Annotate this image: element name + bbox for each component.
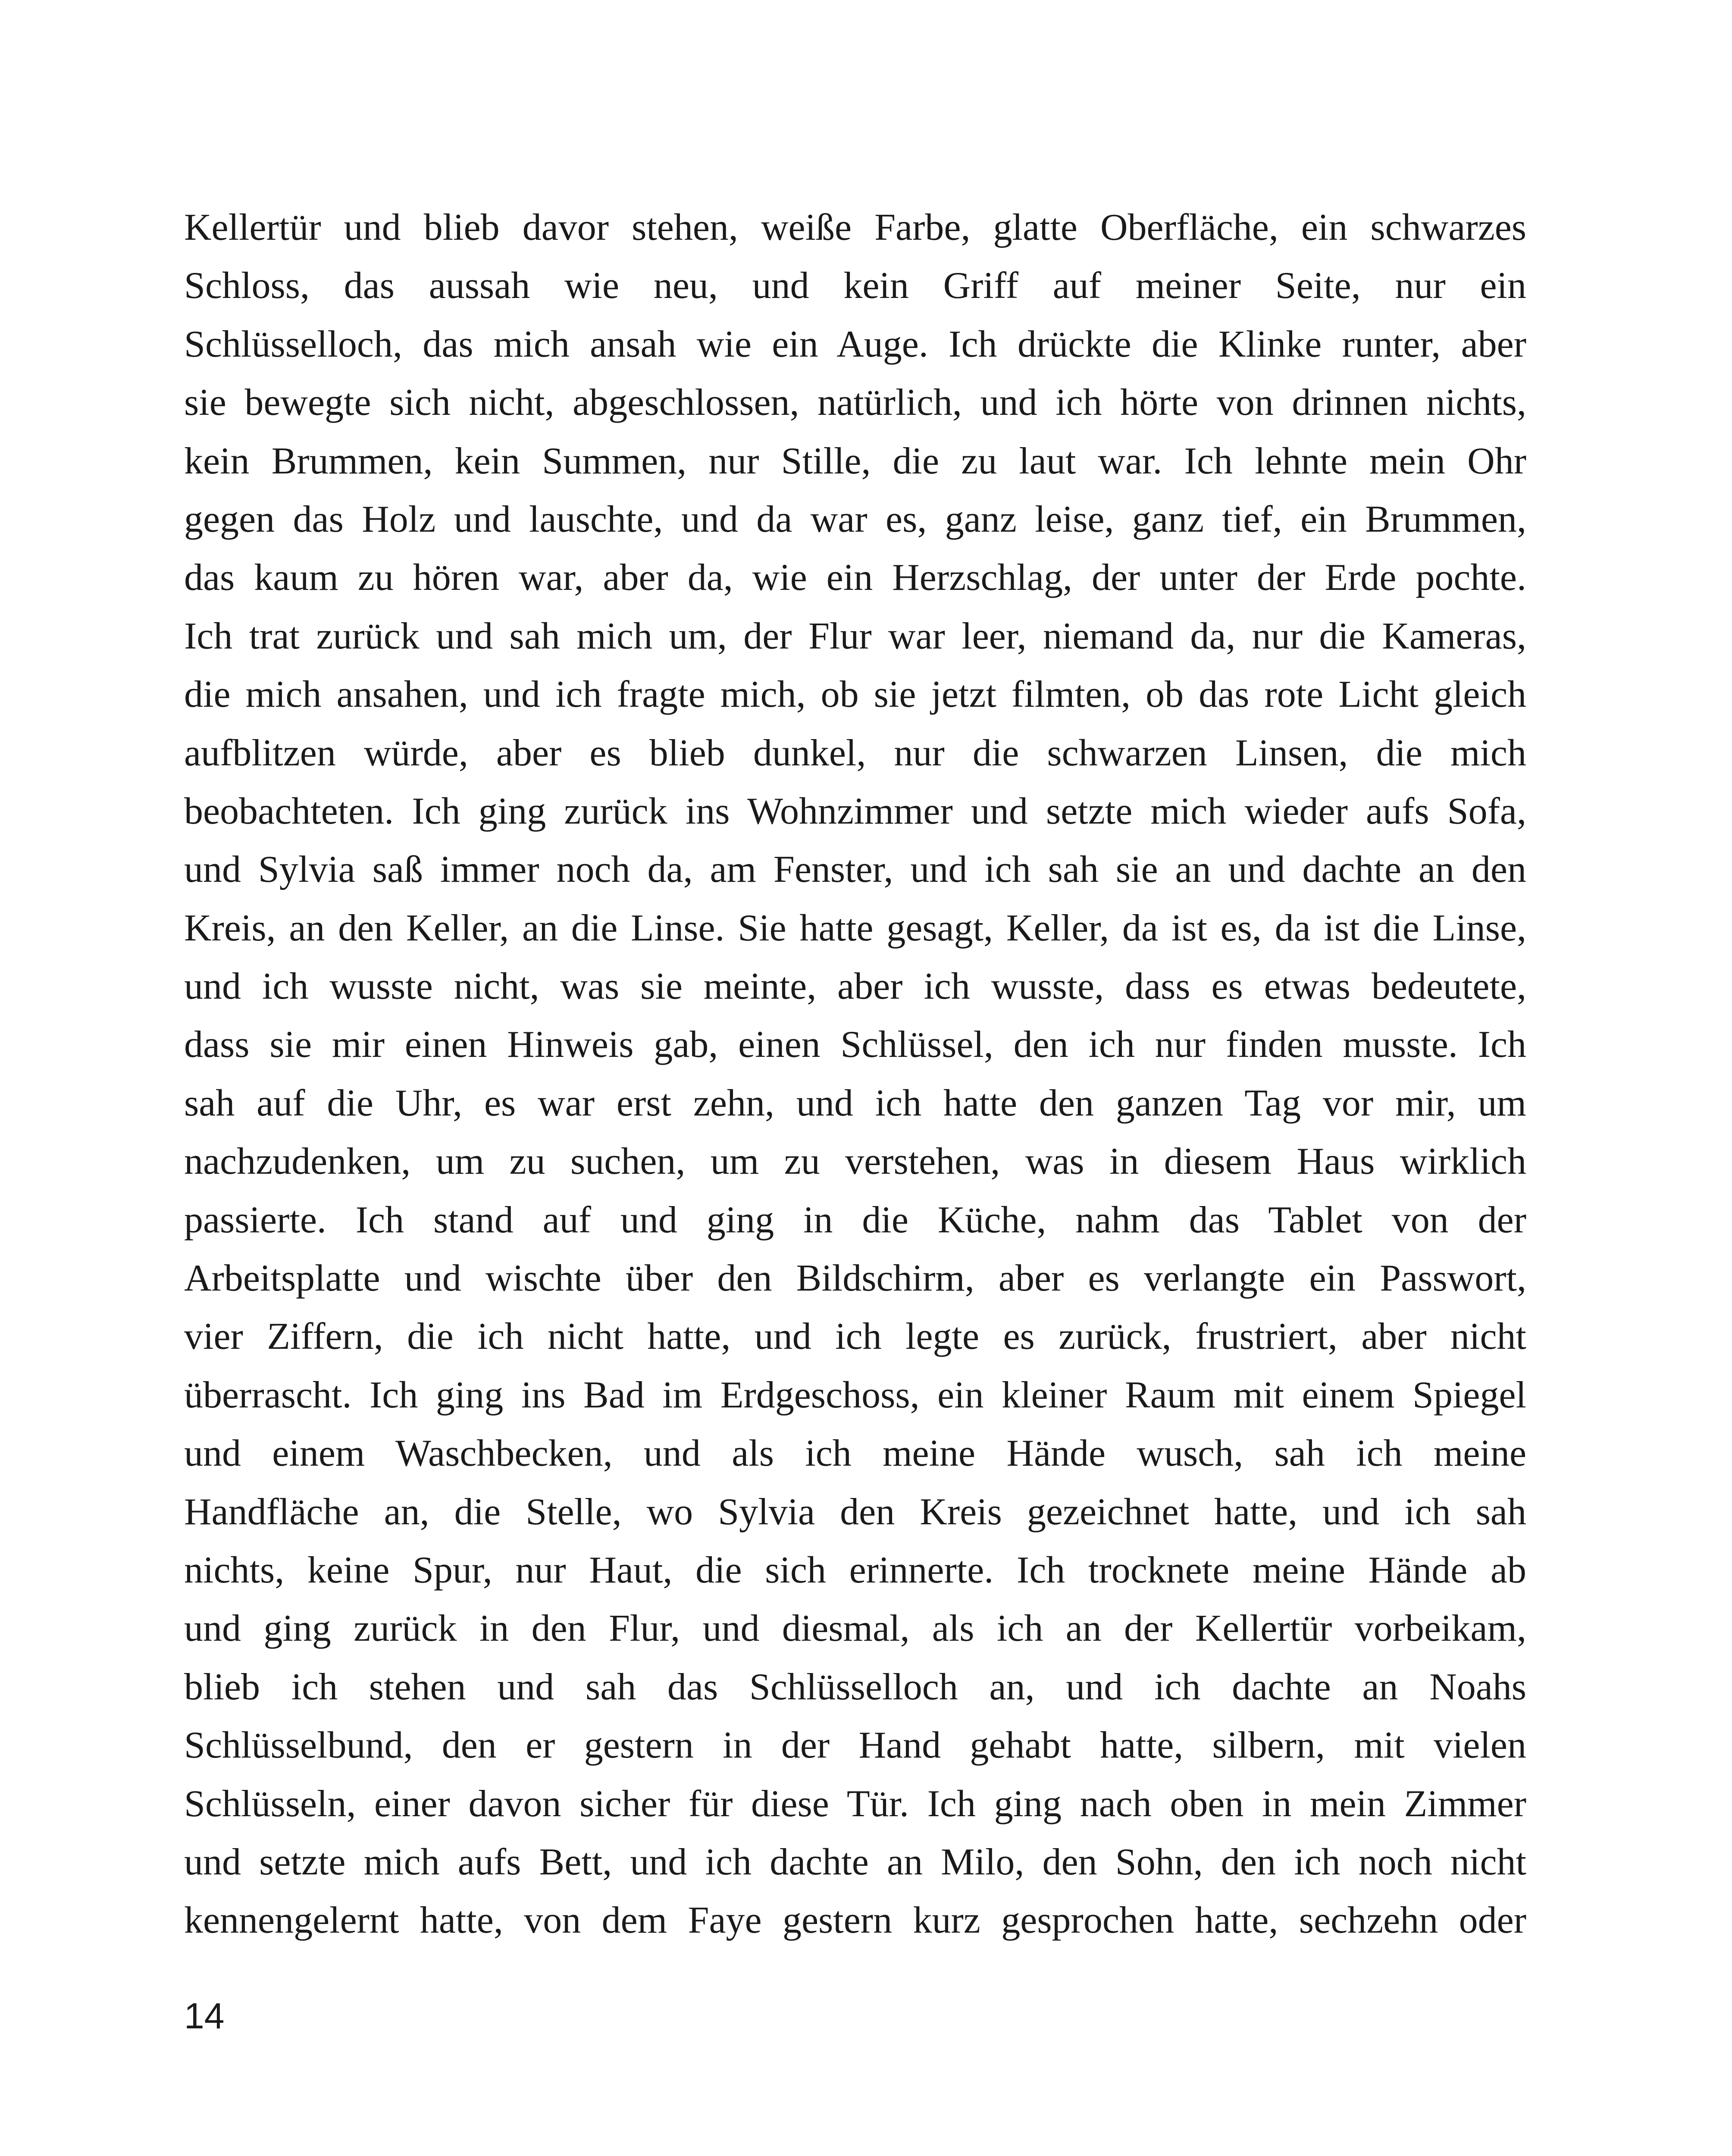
text-line: und setzte mich aufs Bett, und ich dachte an Milo, den Sohn, den ich noch nicht — [184, 1841, 1526, 1883]
text-line: Schloss, das aussah wie neu, und kein Griff auf meiner Seite, nur ein — [184, 265, 1526, 307]
text-line: gegen das Holz und lauschte, und da war es, ganz leise, ganz tief, ein Brummen, — [184, 498, 1526, 540]
text-line: und ich wusste nicht, was sie meinte, aber ich wusste, dass es etwas bedeutete, — [184, 965, 1526, 1008]
text-line: nichts, keine Spur, nur Haut, die sich erinnerte. Ich trocknete meine Hände ab — [184, 1549, 1526, 1591]
text-line: das kaum zu hören war, aber da, wie ein Herzschlag, der unter der Erde pochte. — [184, 557, 1526, 599]
text-line: und ging zurück in den Flur, und diesmal, als ich an der Kellertür vorbeikam, — [184, 1608, 1526, 1650]
text-line: Schlüsselbund, den er gestern in der Hand gehabt hatte, silbern, mit vielen — [184, 1724, 1526, 1767]
text-line: kein Brummen, kein Summen, nur Stille, die zu laut war. Ich lehnte mein Ohr — [184, 440, 1526, 482]
text-line: sie bewegte sich nicht, abgeschlossen, natürlich, und ich hörte von drinnen nichts, — [184, 382, 1526, 424]
text-line: und einem Waschbecken, und als ich meine Hände wusch, sah ich meine — [184, 1432, 1526, 1475]
page-number: 14 — [184, 1996, 225, 2036]
text-line: blieb ich stehen und sah das Schlüsselloch an, und ich dachte an Noahs — [184, 1666, 1526, 1708]
text-line: aufblitzen würde, aber es blieb dunkel, nur die schwarzen Linsen, die mich — [184, 732, 1526, 774]
text-line: die mich ansahen, und ich fragte mich, ob sie jetzt filmten, ob das rote Licht gleich — [184, 674, 1526, 716]
body-text — [184, 198, 1526, 1950]
text-line: sah auf die Uhr, es war erst zehn, und ich hatte den ganzen Tag vor mir, um — [184, 1082, 1526, 1124]
text-line: nachzudenken, um zu suchen, um zu verstehen, was in diesem Haus wirklich — [184, 1141, 1526, 1183]
text-line: Kellertür und blieb davor stehen, weiße Farbe, glatte Oberfläche, ein schwarzes — [184, 207, 1526, 248]
text-line: kennengelernt hatte, von dem Faye gestern kurz gesprochen hatte, sechzehn oder — [184, 1899, 1526, 1942]
text-line: Arbeitsplatte und wischte über den Bildschirm, aber es verlangte ein Passwort, — [184, 1257, 1526, 1300]
text-line: beobachteten. Ich ging zurück ins Wohnzimmer und setzte mich wieder aufs Sofa, — [184, 790, 1526, 832]
text-line: vier Ziffern, die ich nicht hatte, und ich legte es zurück, frustriert, aber nicht — [184, 1316, 1526, 1358]
text-line: und Sylvia saß immer noch da, am Fenster, und ich sah sie an und dachte an den — [184, 849, 1526, 891]
text-line: Schlüsseln, einer davon sicher für diese Tür. Ich ging nach oben in mein Zimmer — [184, 1783, 1526, 1825]
text-line: Kreis, an den Keller, an die Linse. Sie hatte gesagt, Keller, da ist es, da ist die Linse, — [184, 907, 1526, 949]
text-line: passierte. Ich stand auf und ging in die Küche, nahm das Tablet von der — [184, 1199, 1526, 1241]
text-line: überrascht. Ich ging ins Bad im Erdgeschoss, ein kleiner Raum mit einem Spiegel — [184, 1374, 1526, 1416]
text-line: Schlüsselloch, das mich ansah wie ein Auge. Ich drückte die Klinke runter, aber — [184, 323, 1526, 365]
text-line: Handfläche an, die Stelle, wo Sylvia den Kreis gezeichnet hatte, und ich sah — [184, 1491, 1526, 1533]
text-line: dass sie mir einen Hinweis gab, einen Schlüssel, den ich nur finden musste. Ich — [184, 1024, 1526, 1066]
text-line: Ich trat zurück und sah mich um, der Flur war leer, niemand da, nur die Kameras, — [184, 615, 1526, 657]
